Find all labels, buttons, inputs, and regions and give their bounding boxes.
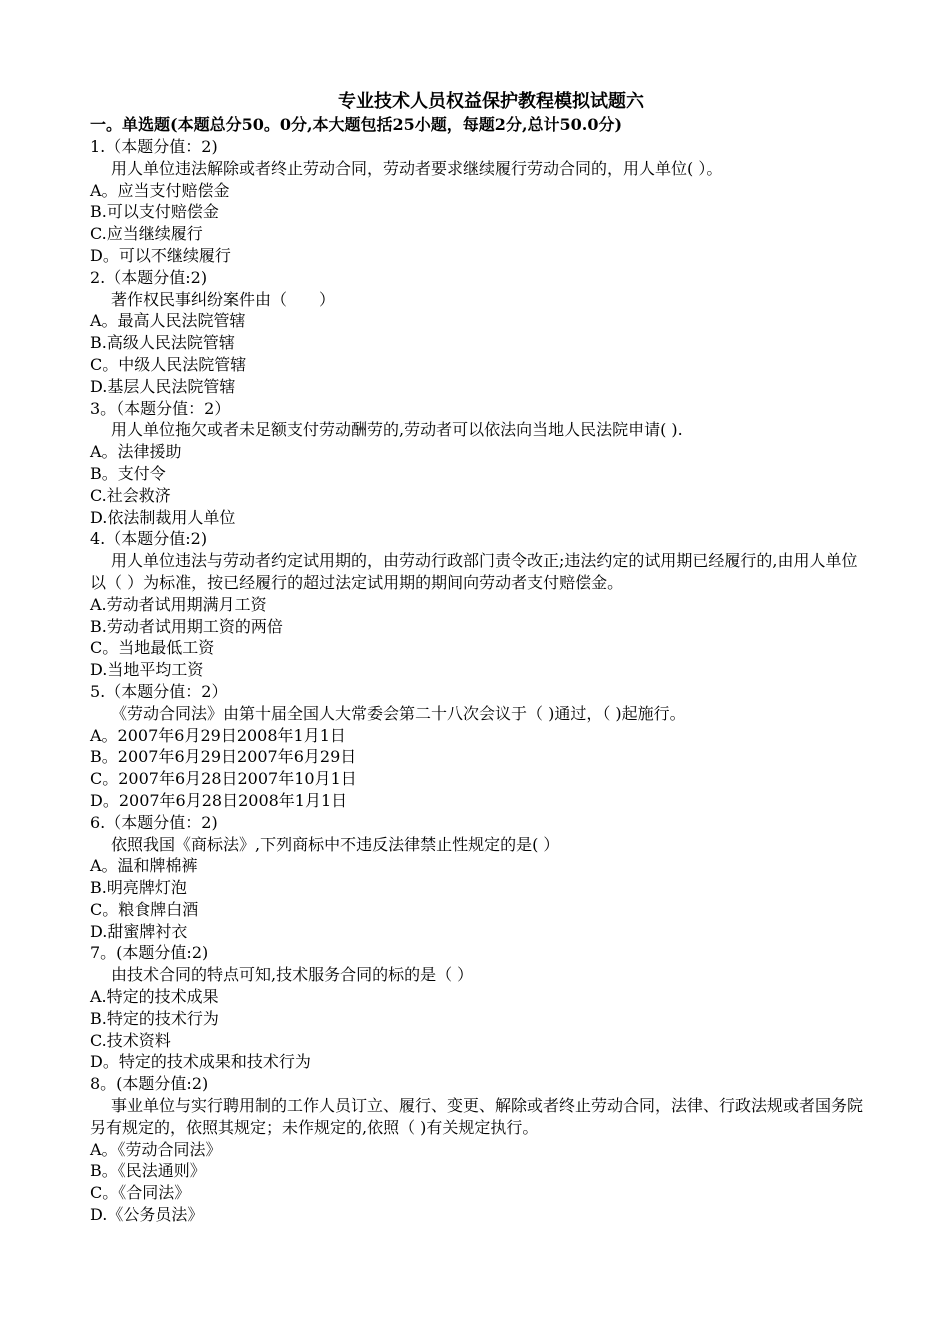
question-header: 8。(本题分值:2): [90, 1074, 209, 1094]
answer-option: D.基层人民法院管辖: [90, 376, 236, 396]
exam-page: [90, 90, 870, 1226]
question-stem: 依照我国《商标法》,下列商标中不违反法律禁止性规定的是( ）: [111, 834, 560, 854]
answer-option: A.劳动者试用期满月工资: [90, 594, 267, 614]
question-header: 7。(本题分值:2): [90, 943, 209, 963]
question-header: 6.（本题分值：2): [90, 812, 218, 832]
question-block: [90, 528, 870, 681]
question-stem: 《劳动合同法》由第十届全国人大常委会第二十八次会议于（ )通过，（ )起施行。: [111, 703, 686, 723]
answer-option: B.特定的技术行为: [90, 1008, 219, 1028]
answer-option: C.社会救济: [90, 485, 171, 505]
answer-option: B。《民法通则》: [90, 1161, 206, 1181]
answer-option: C。2007年6月28日2007年10月1日: [90, 769, 357, 789]
answer-option: C。当地最低工资: [90, 638, 215, 658]
answer-option: D.依法制裁用人单位: [90, 507, 236, 527]
answer-option: D.甜蜜牌衬衣: [90, 921, 188, 941]
answer-option: D。可以不继续履行: [90, 245, 231, 265]
question-stem: 用人单位违法与劳动者约定试用期的，由劳动行政部门责令改正;违法约定的试用期已经履行的,由用人单位以（ ）为标准，按已经履行的超过法定试用期的期间向劳动者支付赔偿金。: [90, 551, 858, 592]
answer-option: B。支付令: [90, 463, 166, 483]
question-stem: 用人单位拖欠或者未足额支付劳动酬劳的,劳动者可以依法向当地人民法院申请( ).: [111, 420, 683, 440]
answer-option: A.特定的技术成果: [90, 987, 219, 1007]
question-block: [90, 812, 870, 943]
answer-option: D。特定的技术成果和技术行为: [90, 1052, 311, 1072]
answer-option: C.应当继续履行: [90, 224, 203, 244]
answer-option: B。2007年6月29日2007年6月29日: [90, 747, 357, 767]
section-heading: 一。单选题(本题总分50。0分,本大题包括25小题，每题2分,总计50.0分): [90, 115, 623, 134]
answer-option: D.《公务员法》: [90, 1205, 204, 1225]
question-block: [90, 681, 870, 812]
question-header: 5.（本题分值：2）: [90, 681, 228, 701]
question-block: [90, 398, 870, 529]
question-list: [90, 136, 870, 1226]
question-stem: 用人单位违法解除或者终止劳动合同，劳动者要求继续履行劳动合同的，用人单位( ）。: [111, 158, 723, 178]
question-header: 2.（本题分值:2): [90, 267, 208, 287]
answer-option: B.劳动者试用期工资的两倍: [90, 616, 283, 636]
answer-option: A。法律援助: [90, 442, 182, 462]
question-block: [90, 1073, 870, 1226]
question-header: 3。（本题分值：2）: [90, 398, 231, 418]
answer-option: A。2007年6月29日2008年1月1日: [90, 725, 346, 745]
question-block: [90, 136, 870, 267]
question-stem: 著作权民事纠纷案件由（ ）: [111, 289, 336, 309]
answer-option: B.可以支付赔偿金: [90, 202, 219, 222]
answer-option: D.当地平均工资: [90, 660, 204, 680]
question-header: 1.（本题分值：2): [90, 137, 218, 156]
page-title: 专业技术人员权益保护教程模拟试题六: [338, 91, 644, 112]
answer-option: D。2007年6月28日2008年1月1日: [90, 790, 348, 810]
question-stem: 事业单位与实行聘用制的工作人员订立、履行、变更、解除或者终止劳动合同，法律、行政法规或者国务院另有规定的，依照其规定；未作规定的,依照（ )有关规定执行。: [90, 1096, 864, 1137]
answer-option: A。最高人民法院管辖: [90, 311, 246, 331]
answer-option: B.高级人民法院管辖: [90, 333, 235, 353]
answer-option: C。中级人民法院管辖: [90, 354, 247, 374]
answer-option: C.技术资料: [90, 1030, 171, 1050]
answer-option: C。粮食牌白酒: [90, 899, 199, 919]
answer-option: C。《合同法》: [90, 1183, 191, 1203]
question-stem: 由技术合同的特点可知,技术服务合同的标的是（ ）: [111, 965, 474, 985]
answer-option: B.明亮牌灯泡: [90, 878, 187, 898]
answer-option: A。温和牌棉裤: [90, 856, 198, 876]
question-header: 4.（本题分值:2): [90, 529, 208, 549]
answer-option: A。《劳动合同法》: [90, 1139, 222, 1159]
answer-option: A。应当支付赔偿金: [90, 180, 230, 200]
question-block: [90, 267, 870, 398]
question-block: [90, 942, 870, 1073]
